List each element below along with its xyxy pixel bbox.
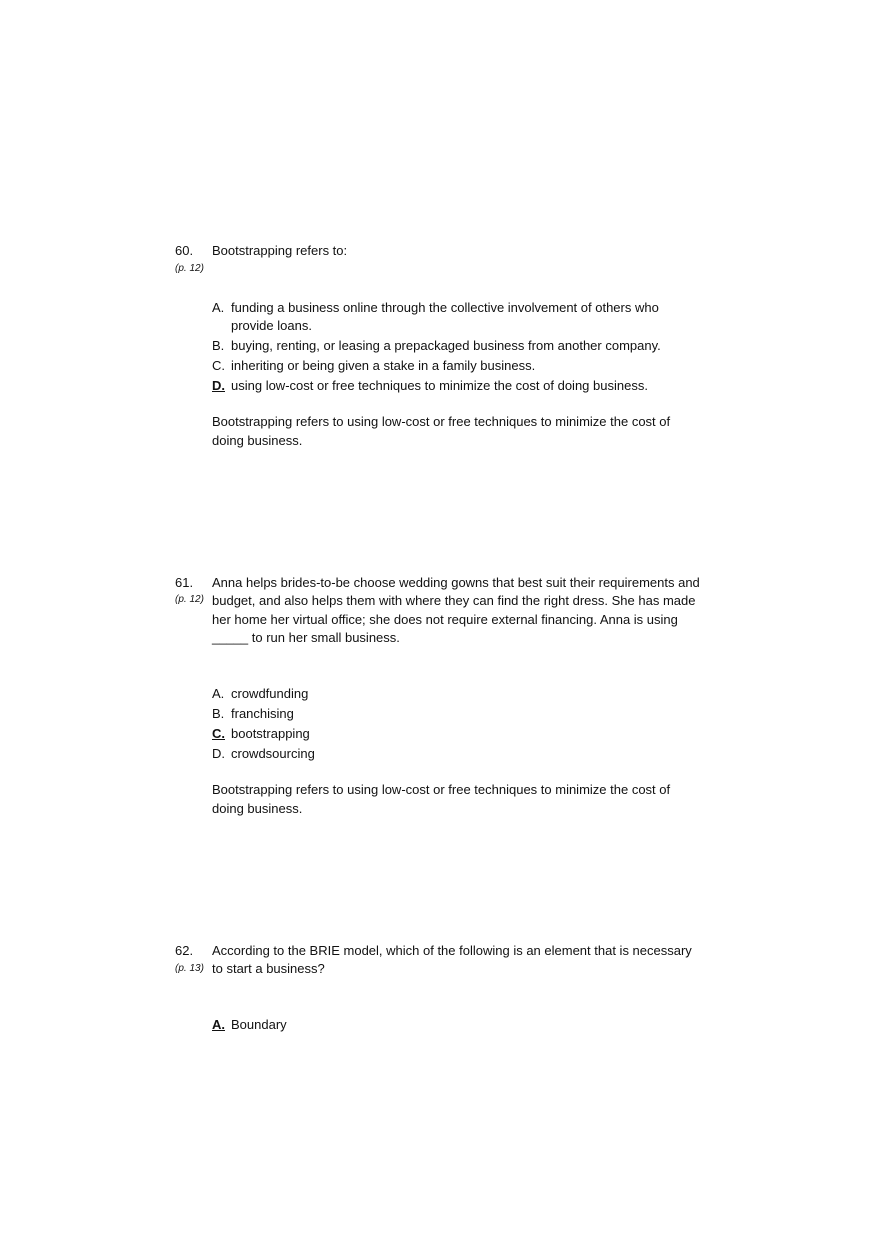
question-stem: According to the BRIE model, which of the following is an element that is necessary to start a business? [212, 943, 692, 977]
option-letter: B. [212, 338, 225, 353]
option-text: inheriting or being given a stake in a family business. [231, 358, 536, 373]
question-stem: Bootstrapping refers to: [212, 243, 348, 258]
option-text: franchising [231, 706, 294, 721]
option-text: crowdsourcing [231, 746, 315, 761]
option-text: buying, renting, or leasing a prepackaged business from another company. [231, 338, 661, 353]
correct-option-letter: C. [212, 726, 225, 741]
option-letter: B. [212, 706, 225, 721]
question-stem: Anna helps brides-to-be choose wedding gowns that best suit their requirements and budget, and also helps them with where they can find the right dress. She has made her home her virtual office; she does not require external financing. Anna is using _____ to run her small business. [212, 575, 700, 645]
correct-option-text: bootstrapping [231, 726, 310, 741]
question-number: 60. [175, 243, 194, 258]
correct-option-text: Boundary [231, 1017, 287, 1032]
option-text: funding a business online through the collective involvement of others who provide loans. [231, 300, 659, 334]
option-text: crowdfunding [231, 686, 309, 701]
question-number: 61. [175, 575, 194, 590]
option-letter: A. [212, 686, 225, 701]
answer-explanation: Bootstrapping refers to using low-cost or free techniques to minimize the cost of doing business. [212, 782, 671, 816]
question-number: 62. [175, 943, 194, 958]
correct-option-letter: A. [212, 1017, 225, 1032]
page-reference: (p. 13) [175, 963, 204, 974]
answer-explanation: Bootstrapping refers to using low-cost or free techniques to minimize the cost of doing business. [212, 414, 671, 448]
correct-option-letter: D. [212, 378, 225, 393]
option-letter: D. [212, 746, 225, 761]
page-reference: (p. 12) [175, 594, 204, 605]
correct-option-text: using low-cost or free techniques to minimize the cost of doing business. [231, 378, 648, 393]
option-letter: A. [212, 300, 225, 315]
option-letter: C. [212, 358, 225, 373]
page-reference: (p. 12) [175, 263, 204, 274]
